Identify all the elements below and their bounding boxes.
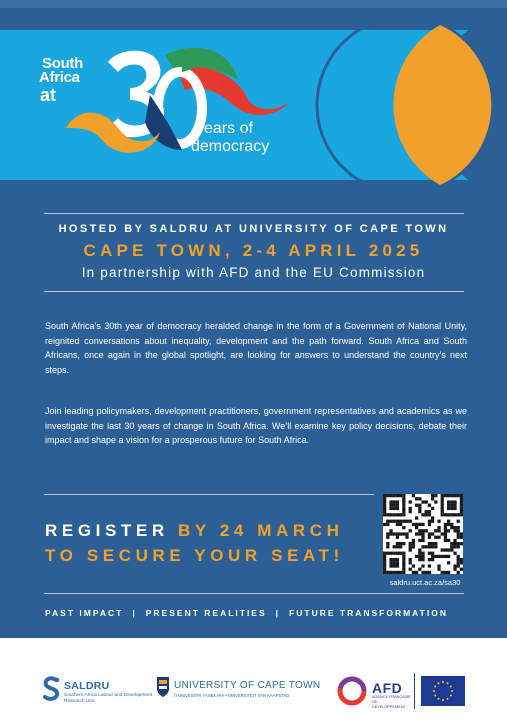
theme-future-transformation: FUTURE TRANSFORMATION bbox=[289, 608, 448, 618]
theme-strip bbox=[45, 608, 470, 618]
uct-logo-subtitle: IYUNIVESITHI YASEKAPA • UNIVERSITEIT VAN KAAPSTAD bbox=[174, 693, 290, 698]
register-deadline: BY 24 MARCH bbox=[178, 521, 344, 540]
logo-text-democracy: democracy bbox=[191, 138, 270, 155]
main-content bbox=[0, 208, 507, 638]
event-dates: CAPE TOWN, 2-4 APRIL 2025 bbox=[83, 241, 424, 260]
afd-ring-icon bbox=[336, 675, 368, 707]
saldru-logo-icon bbox=[42, 676, 62, 702]
banner-graphic bbox=[0, 0, 507, 208]
divider-before-themes bbox=[44, 593, 464, 594]
afd-logo-subtitle: AGENCE FRANÇAISE DE DÉVELOPPEMENT bbox=[372, 695, 411, 709]
theme-past-impact: PAST IMPACT bbox=[45, 608, 124, 618]
logo-text-years-of: years of bbox=[196, 120, 253, 137]
intro-paragraph: South Africa’s 30th year of democracy heralded change in the form of a Government of National Unity, reignited conversations about inequality, development and the path forward. South Africa and South Africans, once again in the global spotlight, are looking for answers to understand the country’s next steps. bbox=[45, 321, 467, 375]
register-word: REGISTER bbox=[45, 521, 169, 540]
hosted-by-heading: HOSTED BY SALDRU AT UNIVERSITY OF CAPE TOWN bbox=[58, 223, 449, 235]
eu-stars-icon bbox=[421, 676, 465, 706]
theme-separator: | bbox=[275, 608, 281, 618]
logo-text-south: South bbox=[42, 55, 83, 72]
theme-present-realities: PRESENT REALITIES bbox=[145, 608, 267, 618]
afd-logo-name: AFD bbox=[372, 680, 403, 696]
theme-separator: | bbox=[132, 608, 137, 618]
divider-top bbox=[44, 213, 464, 214]
saldru-logo-subtitle: Southern Africa Labour and Development Research Unit bbox=[64, 693, 152, 704]
logo-text-at: at bbox=[40, 85, 57, 105]
uct-logo-name: UNIVERSITY OF CAPE TOWN bbox=[174, 680, 321, 691]
divider-after-heading bbox=[44, 291, 464, 292]
uct-crest-icon bbox=[156, 676, 170, 698]
registration-url[interactable]: saldru.uct.ac.za/sa30 bbox=[389, 578, 461, 587]
registration-qr-code[interactable] bbox=[383, 494, 463, 574]
partnership-line: In partnership with AFD and the EU Commission bbox=[81, 265, 426, 280]
divider-before-register bbox=[44, 494, 374, 495]
saldru-logo-name: SALDRU bbox=[64, 680, 110, 692]
partner-logos-footer bbox=[0, 638, 507, 722]
join-paragraph: Join leading policymakers, development practitioners, government representatives and academics as we investigate the last 30 years of change in South Africa. We’ll examine key policy decisions, debate their impact and shape a vision for a prosperous future for South Africa. bbox=[45, 406, 467, 445]
eu-flag bbox=[421, 676, 465, 706]
footer-divider bbox=[414, 673, 415, 709]
register-line bbox=[45, 521, 344, 541]
logo-text-africa: Africa bbox=[39, 69, 80, 86]
register-secure-line: TO SECURE YOUR SEAT! bbox=[45, 546, 344, 565]
